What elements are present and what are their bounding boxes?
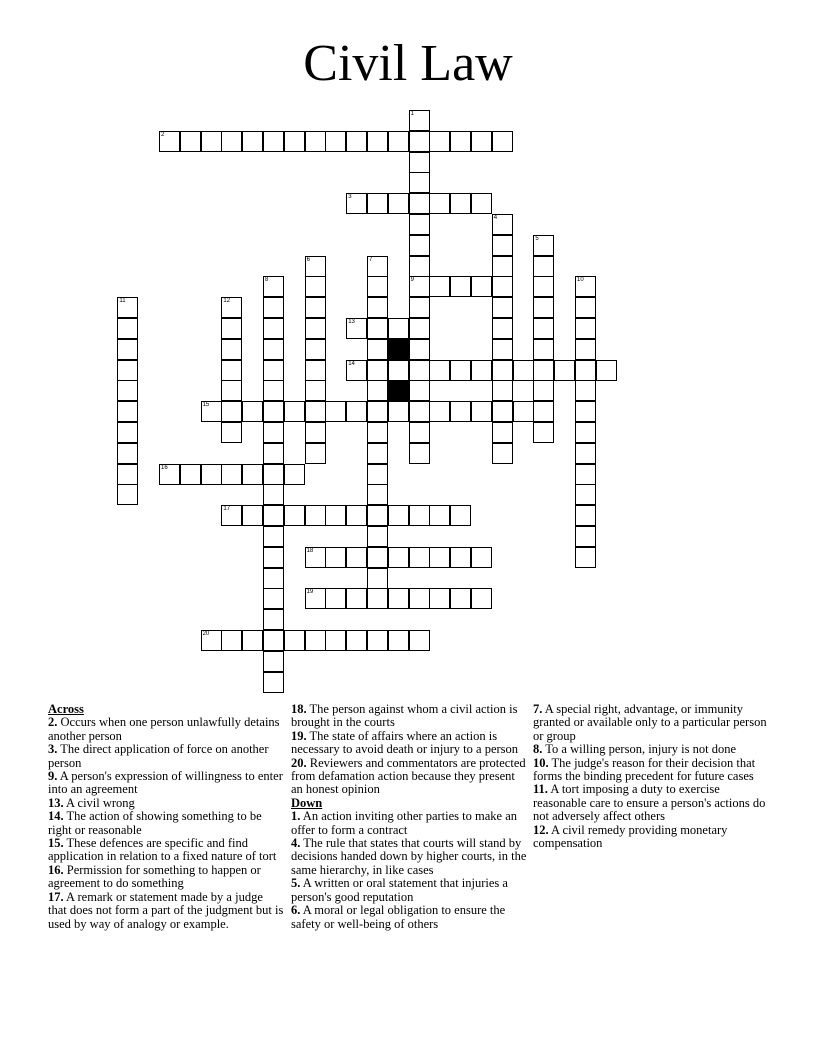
clue-label-number: 2. — [48, 715, 58, 730]
grid-cell[interactable] — [242, 131, 263, 152]
grid-cell[interactable] — [242, 401, 263, 422]
grid-cell[interactable] — [450, 547, 471, 568]
grid-cell[interactable] — [221, 360, 242, 381]
grid-cell[interactable] — [554, 360, 575, 381]
grid-cell[interactable] — [263, 568, 284, 589]
grid-cell[interactable] — [492, 339, 513, 360]
grid-cell[interactable] — [388, 193, 409, 214]
grid-cell[interactable] — [263, 276, 284, 297]
grid-cell[interactable] — [367, 588, 388, 609]
across-clue-list — [48, 716, 284, 931]
grid-cell[interactable] — [409, 110, 430, 131]
grid-cell[interactable] — [305, 588, 326, 609]
grid-cell[interactable] — [533, 256, 554, 277]
grid-cell[interactable] — [575, 318, 596, 339]
grid-cell[interactable] — [575, 505, 596, 526]
grid-cell[interactable] — [367, 526, 388, 547]
grid-cell[interactable] — [201, 464, 222, 485]
grid-cell[interactable] — [409, 235, 430, 256]
grid-cell[interactable] — [117, 401, 138, 422]
across-clue-list-continued — [291, 703, 527, 797]
grid-cell[interactable] — [242, 505, 263, 526]
grid-cell[interactable] — [409, 401, 430, 422]
down-clue-list-continued — [533, 703, 769, 850]
grid-cell[interactable] — [117, 318, 138, 339]
clue-number: 2 — [161, 131, 165, 138]
grid-cell[interactable] — [471, 401, 492, 422]
grid-cell[interactable] — [325, 588, 346, 609]
grid-cell[interactable] — [117, 380, 138, 401]
clue-number: 18 — [306, 547, 314, 554]
grid-cell[interactable] — [346, 401, 367, 422]
clue-number: 1 — [410, 111, 414, 117]
grid-cell[interactable] — [367, 339, 388, 360]
grid-cell[interactable] — [305, 380, 326, 401]
grid-cell[interactable] — [221, 401, 242, 422]
grid-cell[interactable] — [533, 401, 554, 422]
grid-cell[interactable] — [409, 443, 430, 464]
grid-cell[interactable] — [221, 339, 242, 360]
grid-cell[interactable] — [575, 464, 596, 485]
grid-cell[interactable] — [575, 401, 596, 422]
grid-cell[interactable] — [367, 318, 388, 339]
clue-label-number: 12. — [533, 822, 549, 837]
grid-cell[interactable] — [367, 568, 388, 589]
clue-label-number: 10. — [533, 755, 549, 770]
grid-cell[interactable] — [117, 443, 138, 464]
grid-cell[interactable] — [471, 276, 492, 297]
clue — [291, 877, 527, 904]
grid-cell[interactable] — [263, 443, 284, 464]
clue-text: Reviewers and commentators are protected from defamation action because they present an honest opinion — [291, 755, 526, 797]
clue-text: The rule that states that courts will stand by decisions handed down by higher courts, in the same hierarchy, in like cases — [291, 836, 527, 877]
grid-cell[interactable] — [429, 276, 450, 297]
clue-label-number: 20. — [291, 755, 307, 770]
grid-cell[interactable] — [367, 380, 388, 401]
grid-cell[interactable] — [492, 297, 513, 318]
grid-cell[interactable] — [346, 630, 367, 651]
grid-cell[interactable] — [409, 339, 430, 360]
grid-cell[interactable] — [409, 297, 430, 318]
clue-number: 3 — [348, 194, 352, 201]
grid-cell[interactable] — [575, 547, 596, 568]
grid-cell[interactable] — [367, 484, 388, 505]
clue-number: 9 — [410, 277, 414, 284]
grid-cell[interactable] — [471, 360, 492, 381]
grid-cell[interactable] — [450, 401, 471, 422]
grid-cell[interactable] — [305, 443, 326, 464]
grid-cell[interactable] — [263, 318, 284, 339]
clue-number: 10 — [577, 277, 584, 284]
grid-cell[interactable] — [263, 609, 284, 630]
grid-cell[interactable] — [180, 131, 201, 152]
clue-text: A tort imposing a duty to exercise reasonable care to ensure a person's actions do not adversely affect others — [533, 782, 766, 824]
grid-cell[interactable] — [305, 401, 326, 422]
grid-cell[interactable] — [263, 380, 284, 401]
grid-cell[interactable] — [367, 256, 388, 277]
clue — [291, 810, 527, 837]
clue-text: Permission for something to happen or agreement to do something — [48, 862, 261, 891]
grid-cell[interactable] — [305, 276, 326, 297]
clue — [48, 864, 284, 891]
grid-cell[interactable] — [346, 547, 367, 568]
grid-cell[interactable] — [221, 318, 242, 339]
grid-cell[interactable] — [450, 131, 471, 152]
grid-cell[interactable] — [117, 360, 138, 381]
grid-cell[interactable] — [388, 505, 409, 526]
grid-cell[interactable] — [263, 360, 284, 381]
grid-cell[interactable] — [305, 256, 326, 277]
clue-label-number: 17. — [48, 889, 64, 904]
grid-cell[interactable] — [575, 526, 596, 547]
grid-cell[interactable] — [533, 422, 554, 443]
grid-cell[interactable] — [221, 505, 242, 526]
grid-cell[interactable] — [263, 464, 284, 485]
grid-cell[interactable] — [492, 235, 513, 256]
down-clue-list — [291, 810, 527, 931]
clue-number: 4 — [493, 215, 498, 221]
grid-cell[interactable] — [263, 484, 284, 505]
grid-cell[interactable] — [367, 401, 388, 422]
clue-text: The action of showing something to be right or reasonable — [48, 809, 262, 837]
clue — [533, 703, 769, 743]
grid-cell[interactable] — [117, 297, 138, 318]
grid-cell[interactable] — [409, 131, 430, 152]
grid-cell[interactable] — [450, 276, 471, 297]
clue-label-number: 9. — [48, 769, 58, 784]
grid-cell[interactable] — [263, 422, 284, 443]
grid-cell[interactable] — [388, 588, 409, 609]
grid-cell[interactable] — [284, 131, 305, 152]
page-title: Civil Law — [303, 35, 513, 92]
clue-label-number: 7. — [533, 702, 543, 716]
grid-cell[interactable] — [492, 276, 513, 297]
clues-column-1 — [48, 703, 284, 931]
clue — [533, 824, 769, 851]
grid-cell[interactable] — [409, 505, 430, 526]
grid-cell[interactable] — [450, 360, 471, 381]
grid-cell[interactable] — [575, 276, 596, 297]
grid-cell[interactable] — [305, 422, 326, 443]
grid-cell[interactable] — [367, 630, 388, 651]
clue-text: The direct application of force on another person — [48, 742, 269, 770]
grid-cell[interactable] — [284, 630, 305, 651]
clue-label-number: 8. — [533, 742, 543, 757]
grid-cell[interactable] — [221, 422, 242, 443]
clue-text: The judge's reason for their decision that forms the binding precedent for future cases — [533, 755, 756, 784]
down-heading: Down — [291, 795, 323, 810]
grid-cell[interactable] — [367, 360, 388, 381]
clue-text: Occurs when one person unlawfully detains another person — [48, 715, 280, 743]
grid-cell[interactable] — [284, 505, 305, 526]
grid-cell[interactable] — [575, 422, 596, 443]
grid-cell[interactable] — [409, 360, 430, 381]
grid-cell[interactable] — [325, 630, 346, 651]
clue-number: 7 — [369, 256, 373, 263]
grid-cell[interactable] — [429, 193, 450, 214]
grid-cell[interactable] — [575, 443, 596, 464]
clue-number: 6 — [306, 256, 310, 263]
grid-cell[interactable] — [263, 526, 284, 547]
grid-cell[interactable] — [409, 380, 430, 401]
clue-text: An action inviting other parties to make an offer to form a contract — [291, 809, 517, 837]
clue-label-number: 15. — [48, 836, 64, 851]
clue-number: 20 — [202, 631, 210, 637]
grid-cell[interactable] — [263, 630, 284, 651]
grid-cell[interactable] — [367, 464, 388, 485]
grid-cell[interactable] — [388, 630, 409, 651]
clue — [48, 716, 284, 743]
clue — [291, 904, 527, 931]
grid-cell[interactable] — [492, 380, 513, 401]
clue-label-number: 3. — [48, 742, 58, 757]
grid-cell[interactable] — [450, 588, 471, 609]
grid-cell[interactable] — [429, 401, 450, 422]
clue-label-number: 14. — [48, 809, 64, 824]
clue-label-number: 6. — [291, 903, 301, 918]
grid-cell[interactable] — [305, 505, 326, 526]
clue — [291, 757, 527, 797]
grid-cell[interactable] — [409, 276, 430, 297]
grid-cell[interactable] — [492, 131, 513, 152]
clue-label-number: 19. — [291, 728, 307, 743]
grid-cell[interactable] — [284, 464, 305, 485]
clue-number: 12 — [223, 298, 231, 305]
grid-cell[interactable] — [346, 588, 367, 609]
clue — [48, 837, 284, 864]
grid-cell[interactable] — [367, 443, 388, 464]
grid-cell[interactable] — [325, 401, 346, 422]
grid-cell[interactable] — [221, 131, 242, 152]
grid-cell[interactable] — [575, 360, 596, 381]
grid-cell[interactable] — [409, 152, 430, 173]
clue — [48, 797, 284, 810]
clue — [48, 770, 284, 797]
grid-cell[interactable] — [409, 256, 430, 277]
grid-cell[interactable] — [346, 318, 367, 339]
grid-cell[interactable] — [367, 297, 388, 318]
grid-cell[interactable] — [513, 401, 534, 422]
clue-number: 13 — [348, 319, 355, 325]
grid-cell[interactable] — [492, 318, 513, 339]
clue-label-number: 11. — [533, 782, 548, 797]
grid-cell[interactable] — [450, 505, 471, 526]
grid-cell[interactable] — [325, 547, 346, 568]
grid-cell[interactable] — [263, 547, 284, 568]
grid-cell[interactable] — [263, 588, 284, 609]
clue-label-number: 1. — [291, 809, 301, 824]
grid-cell[interactable] — [471, 131, 492, 152]
grid-cell[interactable] — [492, 256, 513, 277]
grid-cell[interactable] — [409, 193, 430, 214]
grid-cell[interactable] — [263, 131, 284, 152]
grid-cell[interactable] — [367, 193, 388, 214]
grid-cell[interactable] — [533, 276, 554, 297]
grid-cell[interactable] — [159, 131, 180, 152]
grid-cell[interactable] — [409, 630, 430, 651]
clue — [48, 810, 284, 837]
grid-cell[interactable] — [305, 131, 326, 152]
clue-text: A moral or legal obligation to ensure the safety or well-being of others — [291, 903, 506, 931]
clue-text: A civil wrong — [63, 795, 135, 810]
grid-cell[interactable] — [367, 547, 388, 568]
clue-label-number: 18. — [291, 702, 307, 716]
grid-cell[interactable] — [575, 297, 596, 318]
grid-cell[interactable] — [117, 464, 138, 485]
grid-cell[interactable] — [305, 360, 326, 381]
grid-cell[interactable] — [305, 297, 326, 318]
grid-cell[interactable] — [409, 588, 430, 609]
clue — [48, 743, 284, 770]
clue-text: A remark or statement made by a judge that does not form a part of the judgment but is used by way of analogy or example. — [48, 889, 284, 931]
grid-cell[interactable] — [492, 360, 513, 381]
grid-cell[interactable] — [201, 131, 222, 152]
clue — [291, 730, 527, 757]
grid-cell[interactable] — [388, 401, 409, 422]
clue-text: The state of affairs where an action is necessary to avoid death or injury to a person — [291, 728, 519, 757]
clue-text: The person against whom a civil action is brought in the courts — [291, 702, 518, 730]
grid-cell[interactable] — [409, 547, 430, 568]
grid-cell[interactable] — [263, 672, 284, 693]
clue-number: 17 — [223, 506, 231, 513]
grid-cell[interactable] — [242, 464, 263, 485]
grid-cell[interactable] — [117, 422, 138, 443]
grid-cell[interactable] — [409, 172, 430, 193]
grid-cell[interactable] — [201, 630, 222, 651]
clue-text: A person's expression of willingness to enter into an agreement — [48, 769, 283, 797]
grid-cell[interactable] — [117, 484, 138, 505]
grid-cell[interactable] — [513, 360, 534, 381]
grid-cell[interactable] — [367, 505, 388, 526]
grid-cell[interactable] — [117, 339, 138, 360]
across-heading: Across — [48, 702, 84, 716]
grid-cell[interactable] — [450, 193, 471, 214]
clue-number: 15 — [202, 402, 210, 409]
grid-cell[interactable] — [388, 360, 409, 381]
grid-cell[interactable] — [429, 547, 450, 568]
grid-cell[interactable] — [429, 131, 450, 152]
grid-cell[interactable] — [533, 318, 554, 339]
clues-column-3 — [533, 703, 769, 850]
grid-cell[interactable] — [575, 339, 596, 360]
grid-cell[interactable] — [429, 588, 450, 609]
grid-cell[interactable] — [159, 464, 180, 485]
grid-cell[interactable] — [367, 422, 388, 443]
grid-cell[interactable] — [388, 131, 409, 152]
grid-cell[interactable] — [180, 464, 201, 485]
grid-cell[interactable] — [263, 401, 284, 422]
grid-cell[interactable] — [221, 630, 242, 651]
grid-cell[interactable] — [533, 339, 554, 360]
grid-cell[interactable] — [325, 505, 346, 526]
clue — [291, 837, 527, 877]
grid-cell[interactable] — [221, 464, 242, 485]
grid-cell[interactable] — [263, 297, 284, 318]
clue-number: 14 — [348, 360, 355, 367]
grid-cell[interactable] — [492, 214, 513, 235]
clue-number: 8 — [265, 277, 269, 284]
clue — [533, 743, 769, 756]
clue — [533, 757, 769, 784]
clue — [533, 783, 769, 823]
grid-cell[interactable] — [388, 547, 409, 568]
clue-text: A written or oral statement that injuries a person's good reputation — [291, 876, 508, 904]
grid-cell[interactable] — [409, 214, 430, 235]
grid-cell[interactable] — [533, 380, 554, 401]
grid-cell[interactable] — [471, 547, 492, 568]
grid-cell[interactable] — [533, 235, 554, 256]
clue-number: 19 — [306, 589, 314, 596]
clue — [291, 703, 527, 730]
grid-cell[interactable] — [242, 630, 263, 651]
grid-cell[interactable] — [409, 318, 430, 339]
grid-cell[interactable] — [305, 547, 326, 568]
grid-cell[interactable] — [263, 339, 284, 360]
clue-number: 5 — [535, 235, 539, 242]
grid-cell[interactable] — [429, 360, 450, 381]
clue-label-number: 5. — [291, 876, 301, 891]
grid-cell[interactable] — [346, 193, 367, 214]
grid-cell[interactable] — [284, 401, 305, 422]
grid-cell[interactable] — [492, 443, 513, 464]
clue-label-number: 13. — [48, 795, 64, 810]
clue-text: A civil remedy providing monetary compensation — [533, 822, 728, 851]
clue-number: 11 — [119, 298, 126, 305]
clue-label-number: 16. — [48, 862, 64, 877]
grid-block — [388, 380, 409, 401]
grid-cell[interactable] — [409, 422, 430, 443]
clue-text: To a willing person, injury is not done — [542, 742, 737, 757]
grid-cell[interactable] — [596, 360, 617, 381]
clue-text: A special right, advantage, or immunity granted or available only to a particular person or group — [533, 702, 767, 743]
clue-text: These defences are specific and find application in relation to a fixed nature of tort — [48, 836, 277, 864]
grid-cell[interactable] — [346, 131, 367, 152]
grid-cell[interactable] — [325, 131, 346, 152]
grid-cell[interactable] — [221, 297, 242, 318]
grid-cell[interactable] — [221, 380, 242, 401]
grid-cell[interactable] — [492, 422, 513, 443]
grid-cell[interactable] — [533, 297, 554, 318]
grid-cell[interactable] — [367, 131, 388, 152]
grid-cell[interactable] — [575, 380, 596, 401]
grid-cell[interactable] — [201, 401, 222, 422]
grid-cell[interactable] — [388, 318, 409, 339]
grid-cell[interactable] — [346, 505, 367, 526]
clue-label-number: 4. — [291, 836, 301, 851]
grid-cell[interactable] — [263, 651, 284, 672]
clues-column-2 — [291, 703, 527, 931]
grid-cell[interactable] — [471, 588, 492, 609]
grid-cell[interactable] — [305, 630, 326, 651]
clue — [48, 891, 284, 931]
grid-cell[interactable] — [346, 360, 367, 381]
grid-cell[interactable] — [533, 360, 554, 381]
grid-cell[interactable] — [492, 401, 513, 422]
grid-cell[interactable] — [429, 505, 450, 526]
grid-cell[interactable] — [263, 505, 284, 526]
grid-cell[interactable] — [575, 484, 596, 505]
grid-block — [388, 339, 409, 360]
grid-cell[interactable] — [305, 318, 326, 339]
grid-cell[interactable] — [367, 276, 388, 297]
grid-cell[interactable] — [305, 339, 326, 360]
clue-number: 16 — [161, 464, 168, 471]
grid-cell[interactable] — [471, 193, 492, 214]
